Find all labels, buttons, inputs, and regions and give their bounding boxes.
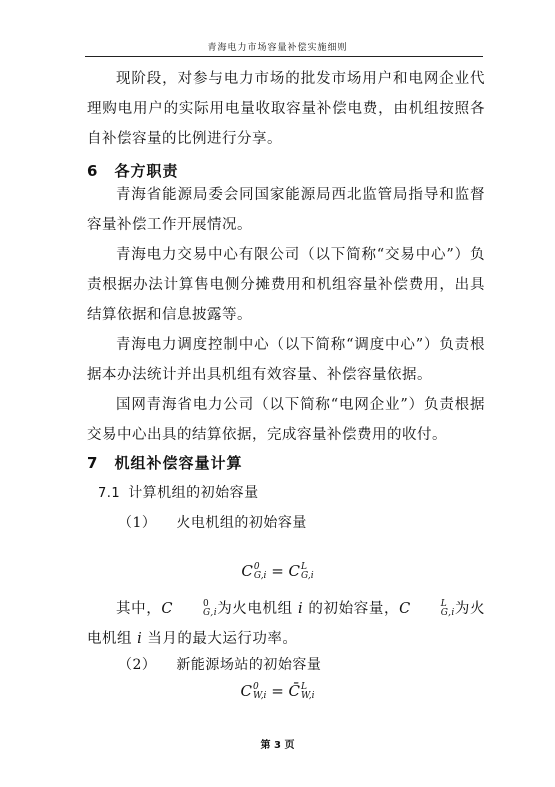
section-title: 机组补偿容量计算: [114, 454, 243, 472]
subsection-7-1-heading: [98, 482, 259, 502]
symbol-cl-gi: C: [399, 601, 411, 617]
section-6-paragraph-4: 国网青海省电力公司（以下简称“电网企业”）负责根据交易中心出具的结算依据，完成容量补偿费用的收付。: [87, 397, 485, 443]
section-title: 各方职责: [114, 162, 179, 180]
formula-renewable-initial-capacity: C 0 W,i = C̄ L W,i: [240, 682, 315, 701]
item-title: 火电机组的初始容量: [176, 515, 307, 531]
symbol-i: i: [298, 601, 304, 617]
item-number: （1）: [118, 515, 157, 531]
section-number: 7: [87, 454, 99, 472]
explain-text-5: 当月的最大运行功率。: [147, 631, 298, 647]
section-6-paragraph-1: 青海省能源局委会同国家能源局西北监管局指导和监督容量补偿工作开展情况。: [87, 187, 485, 233]
symbol-c0-gi: C: [161, 601, 173, 617]
section-6-paragraph-2: 青海电力交易中心有限公司（以下简称“交易中心”）负责根据办法计算售电侧分摊费用和机组容量补偿费用，出具结算依据和信息披露等。: [87, 247, 485, 323]
section-7-heading: [87, 452, 242, 473]
subsection-number: 7.1: [98, 486, 121, 501]
item-number: （2）: [118, 657, 157, 673]
item-title: 新能源场站的初始容量: [176, 657, 322, 673]
item-2-heading: [118, 654, 321, 674]
section-6-paragraph-3: 青海电力调度控制中心（以下简称“调度中心”）负责根据本办法统计并出具机组有效容量、补偿容量依据。: [87, 337, 485, 383]
page-number: 第 3 页: [260, 740, 295, 751]
explain-text-1: 其中，: [116, 601, 162, 617]
formula-explanation: 其中，C 0 G,i 为火电机组 i 的初始容量，C L G,i 为火电机组 i 当月的最大运行功率。: [87, 599, 486, 647]
section-6-heading: [87, 160, 178, 181]
explain-text-4: 为火电机组: [87, 601, 486, 647]
intro-paragraph: 现阶段，对参与电力市场的批发市场用户和电网企业代理购电用户的实际用电量收取容量补偿电费，由机组按照各自补偿容量的比例进行分享。: [87, 71, 485, 147]
explain-text-3: 的初始容量，: [308, 601, 400, 617]
header-divider: [85, 56, 483, 57]
section-number: 6: [87, 162, 99, 180]
explain-text-2: 为火电机组: [217, 601, 293, 617]
formula-thermal-initial-capacity: C 0 G,i = C L G,i: [241, 562, 314, 581]
subsection-title: 计算机组的初始容量: [128, 485, 259, 501]
item-1-heading: [118, 512, 307, 532]
page-header-title: 青海电力市场容量补偿实施细则: [207, 43, 348, 53]
symbol-i: i: [137, 631, 143, 647]
